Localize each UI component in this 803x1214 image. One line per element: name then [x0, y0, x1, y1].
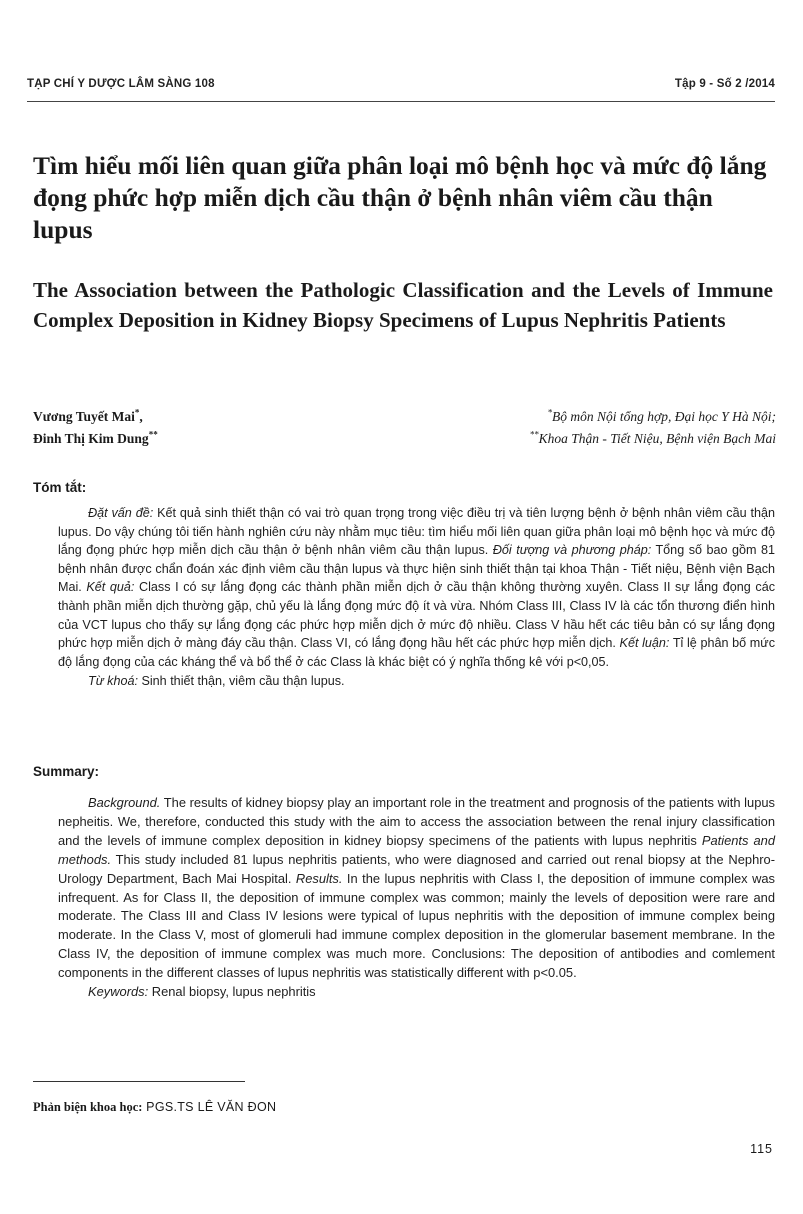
- results-label: Results.: [295, 870, 343, 886]
- reviewer-footnote: [33, 1100, 276, 1115]
- keywords-text: Renal biopsy, lupus nephritis: [148, 984, 316, 1000]
- summary-english: [58, 794, 775, 1002]
- background-label: Background.: [88, 795, 161, 810]
- keywords-text: Sinh thiết thận, viêm cầu thận lupus.: [137, 674, 345, 689]
- results-text: In the lupus nephritis with Class I, the deposition of immune complex was infrequent. As for Class II, the deposition of immune complex was common; mainly the levels of deposition were rare and moderate. The Class III and Class IV lesions were typical of lupus nephritis with the deposition of immune complex being moderate. In the Class V, most of glomeruli had immune complex deposition in the glomerular basement membrane. In the Class IV, the deposition of immune complex was much more. Conclusions: The deposition of antibodies and comlement components in the different classes of lupus nephritis was statistically different with p<0.05.: [58, 870, 775, 981]
- header-rule: [27, 101, 775, 102]
- author-mark: *: [134, 407, 140, 418]
- summary-heading: Summary:: [33, 764, 100, 779]
- summary-body: [58, 794, 775, 983]
- background-text: The results of kidney biopsy play an important role in the treatment and prognosis of the patients with lupus nepheitis. We, therefore, conducted this study with the aim to access the association between the renal injury classification and the levels of immune complex deposition in kidney biopsy specimens of the patients with lupus nephritis: [58, 795, 775, 848]
- results-label: Kết quả:: [86, 580, 135, 595]
- methods-text: Tổng số bao gồm 81 bệnh nhân được chẩn đoán xác định viêm cầu thận lupus và thực hiện sinh thiết thận tại khoa Thận - Tiết niệu, Bệnh viện Bạch Mai.: [58, 543, 775, 595]
- conclusion-label: Kết luận:: [619, 636, 670, 651]
- author-mark: **: [148, 429, 158, 440]
- background-text: Kết quả sinh thiết thận có vai trò quan trọng trong việc điều trị và tiên lượng bệnh ở bệnh nhân viêm cầu thận lupus. Do vậy chúng tôi tiến hành nghiên cứu này nhằm mục tiêu: tìm hiểu mối liên quan giữa phân loại mô bệnh học và mức độ lắng đọng phức hợp miễn dịch cầu thận ở bệnh nhân viêm cầu thận lupus.: [58, 506, 775, 558]
- reviewer-name: PGS.TS LÊ VĂN ĐON: [142, 1100, 277, 1114]
- methods-text: This study included 81 lupus nephritis patients, who were diagnosed and carried out renal biopsy at the Nephro-Urology Department, Bach Mai Hospital.: [58, 851, 775, 886]
- background-label: Đặt vấn đề:: [88, 506, 154, 520]
- author-2: [33, 428, 158, 450]
- author-name: Đinh Thị Kim Dung: [33, 431, 149, 446]
- keywords-english: [58, 983, 775, 1002]
- affiliation-text: Bộ môn Nội tổng hợp, Đại học Y Hà Nội;: [552, 409, 776, 424]
- keywords-vietnamese: [58, 672, 775, 691]
- affiliation-text: Khoa Thận - Tiết Niệu, Bệnh viện Bạch Mai: [538, 431, 776, 446]
- results-text: Class I có sự lắng đọng các thành phần miễn dịch ở cầu thận không thường xuyên. Class II sự lắng đọng các thành phần miễn dịch thường gặp, chủ yếu là lắng đọng mức độ ít và vừa. Nhóm Class III, Class IV là các tổn thương điển hình của VCT lupus cho thấy sự lắng đọng các phức hợp miễn dịch ở mức độ nhiều. Class V hầu hết các tiêu bản có sự lắng đọng phức hợp miễn dịch ở màng đáy cầu thận. Class VI, có lắng đọng hầu hết các phức hợp miễn dịch.: [58, 580, 776, 651]
- title-english: The Association between the Pathologic Classification and the Levels of Immune Complex Deposition in Kidney Biopsy Specimens of Lupus Nephritis Patients: [33, 278, 773, 332]
- author-separator: ,: [139, 409, 143, 424]
- author-name: Vương Tuyết Mai: [33, 409, 135, 424]
- author-list: [33, 406, 158, 450]
- conclusion-text: Tỉ lệ phân bố mức độ lắng đọng của các kháng thể và bổ thể ở các Class là khác biệt có ý nghĩa thống kê với p<0,05.: [58, 636, 775, 669]
- issue-info: Tập 9 - Số 2 /2014: [674, 78, 775, 90]
- page-number: 115: [750, 1142, 773, 1156]
- affiliation-2: [530, 428, 776, 450]
- abstract-body: [58, 504, 775, 671]
- journal-name: TẠP CHÍ Y DƯỢC LÂM SÀNG 108: [27, 78, 215, 90]
- affiliation-1: [530, 406, 776, 428]
- affiliation-mark: **: [529, 429, 539, 440]
- title-vietnamese: Tìm hiểu mối liên quan giữa phân loại mô bệnh học và mức độ lắng đọng phức hợp miễn dịch cầu thận ở bệnh nhân viêm cầu thận lupus: [33, 151, 767, 244]
- affiliation-mark: *: [547, 407, 553, 418]
- abstract-vietnamese: [58, 504, 775, 691]
- methods-label: Patients and methods.: [58, 832, 775, 867]
- keywords-label: Từ khoá:: [88, 674, 138, 689]
- author-1: [33, 406, 158, 428]
- affiliation-list: [530, 406, 776, 450]
- running-header: [27, 78, 775, 90]
- abstract-heading: Tóm tắt:: [33, 480, 87, 495]
- footnote-rule: [33, 1081, 245, 1082]
- methods-label: Đối tượng và phương pháp:: [492, 543, 652, 558]
- reviewer-label: Phản biện khoa học:: [33, 1100, 143, 1114]
- keywords-label: Keywords:: [88, 984, 149, 1000]
